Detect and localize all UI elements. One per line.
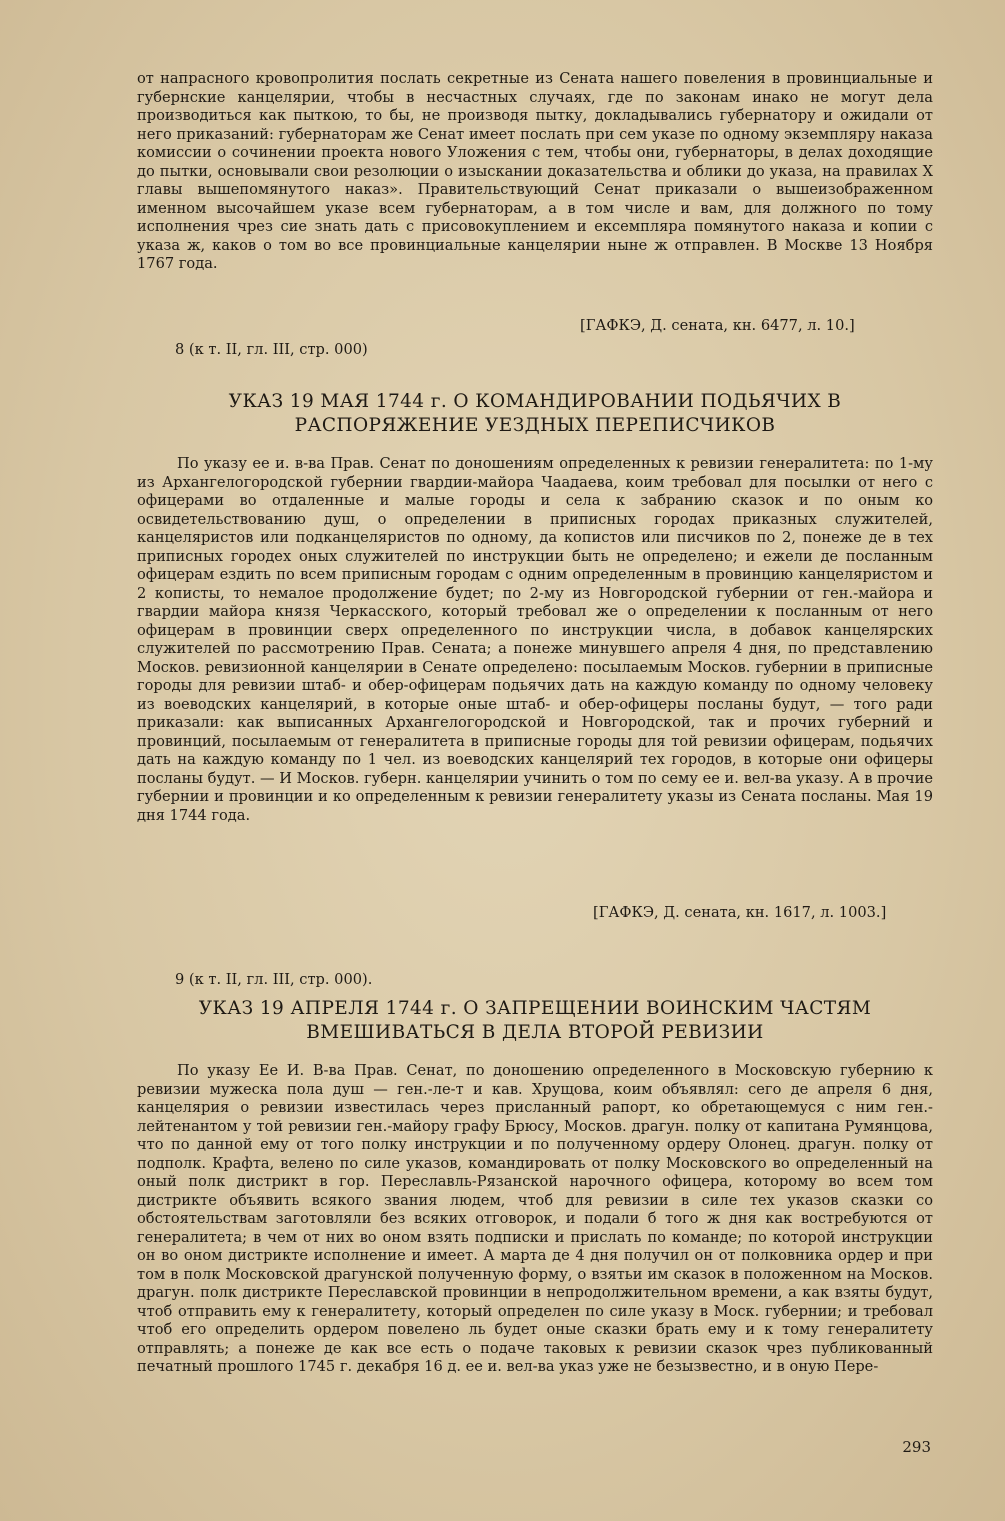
section8-body: По указу ее и. в-ва Прав. Сенат по доношениям определенных к ревизии генералитета: по 1-му из Архангелогородской губернии гвардии-майора Чаадаева, коим требовал для посылки от него с офицерами во отдаленные и малые городы и села к забранию сказок и по оным ко освидетельствованию душ, о определении в приписных городах приказных служителей, канцеляристов или подканцеляристов по одному, да копистов или писчиков по 2, понеже де в тех приписных городех оных служителей по инструкции быть не определено; и ежели де посланным офицерам ездить по всем приписным городам с одним определенным в провинцию канцеляристом и 2 кописты, то немалое продолжение будет; по 2-му из Новгородской губернии от ген.-майора и гвардии майора князя Черкасского, который требовал же о определении к посланным от него офицерам в провинции сверх определенного по инструкции числа, в добавок канцелярских служителей по рассмотрению Прав. Сената; а понеже минувшего апреля 4 дня, по представлению Москов. ревизионной канцелярии в Сенате определено: посылаемым Москов. губернии в приписные городы для ревизии штаб- и обер-офицерам подьячих дать на каждую команду по одному человеку из воеводских канцелярий, в которые оные штаб- и обер-офицеры посланы будут, — того ради приказали: как выписанных Архангелогородской и Новгородской, так и прочих губерний и провинций, посылаемым от генералитета в приписные городы для той ревизии офицерам, подьячих дать на каждую команду по 1 чел. из воеводских канцелярий тех городов, в которые они офицеры посланы будут. — И Москов. губерн. канцелярии учинить о том по сему ее и. вел-ва указу. А в прочие губернии и провинции и ко определенным к ревизии генералитету указы из Сената посланы. Мая 19 дня 1744 года. [137, 455, 933, 824]
section8-reference: 8 (к т. II, гл. III, стр. 000) [175, 341, 368, 358]
section8-source-citation: [ГАФКЭ, Д. сената, кн. 1617, л. 1003.] [593, 904, 887, 921]
intro-paragraph: от напрасного кровопролития послать секретные из Сената нашего повеления в провинциальные и губернские канцелярии, чтобы в несчастных случаях, где по законам инако не могут дела производиться как пыткою, то бы, не производя пытку, докладывались губернатору и ожидали от него приказаний: губернаторам же Сенат имеет послать при сем указе по одному экземпляру наказа комиссии о сочинении проекта нового Уложения с тем, чтобы они, губернаторы, в делах доходящие до пытки, основывали свои резолюции о изыскании доказательства и облики до указа, на правилах X главы вышепомянутого наказ». Правительствующий Сенат приказали о вышеизображенном именном высочайшем указе всем губернаторам, а в том числе и вам, для должного по тому исполнения чрез сие знать дать с присовокуплением и ексемпляра помянутого наказа и копии с указа ж, каков о том во все провинциальные канцелярии ныне ж отправлен. В Москве 13 Ноября 1767 года. [137, 70, 933, 272]
section9-title: УКАЗ 19 АПРЕЛЯ 1744 г. О ЗАПРЕЩЕНИИ ВОИНСКИМ ЧАСТЯМ ВМЕШИВАТЬСЯ В ДЕЛА ВТОРОЙ РЕВИЗИИ [198, 998, 872, 1043]
section9-body: По указу Ее И. В-ва Прав. Сенат, по доношению определенного в Московскую губернию к ревизии мужеска пола душ — ген.-ле-т и кав. Хрущова, коим объявлял: сего де апреля 6 дня, канцелярия о ревизии известилась через присланный рапорт, ко обретающемуся с ним ген.-лейтенантом у той ревизии ген.-майору графу Брюсу, Москов. драгун. полку от капитана Румянцова, что по данной ему от того полку инструкции и по полученному ордеру Олонец. драгун. полку от подполк. Крафта, велено по силе указов, командировать от полку Московского во определенный на оный полк дистрикт в гор. Переславль-Рязанской нарочного офицера, которому во всем том дистрикте объявить всякого звания людем, чтоб для ревизии в силе тех указов сказки со обстоятельствам заготовляли без всяких отговорок, и подали б того ж дня как востребуются от генералитета; в чем от них во оном взять подписки и прислать по команде; по которой инструкции он во оном дистрикте исполнение и имеет. А марта де 4 дня получил он от полковника ордер и при том в полк Московской драгунской полученную форму, о взятьи им сказок в положенном на Москов. драгун. полк дистрикте Переславской провинции в непродолжительном времени, а как взяты будут, чтоб отправить ему к генералитету, который определен по силе указу в Моск. губернии; и требовал чтоб его определить ордером повелено ль будет оные сказки брать ему и к тому генералитету отправлять; а понеже де как все есть о подаче таковых к ревизии сказок чрез публикованный печатный прошлого 1745 г. декабря 16 д. ее и. вел-ва указ уже не безызвестно, и в оную Пере- [137, 1062, 933, 1375]
section9-reference: 9 (к т. II, гл. III, стр. 000). [175, 971, 373, 988]
section8-block [137, 455, 933, 825]
section8-title: УКАЗ 19 МАЯ 1744 г. О КОМАНДИРОВАНИИ ПОДЬЯЧИХ В РАСПОРЯЖЕНИЕ УЕЗДНЫХ ПЕРЕПИСЧИКОВ [228, 391, 842, 436]
intro-block [137, 70, 933, 274]
page-number: 293 [902, 1438, 931, 1456]
section9-block [137, 1062, 933, 1377]
intro-source-citation: [ГАФКЭ, Д. сената, кн. 6477, л. 10.] [580, 317, 855, 334]
